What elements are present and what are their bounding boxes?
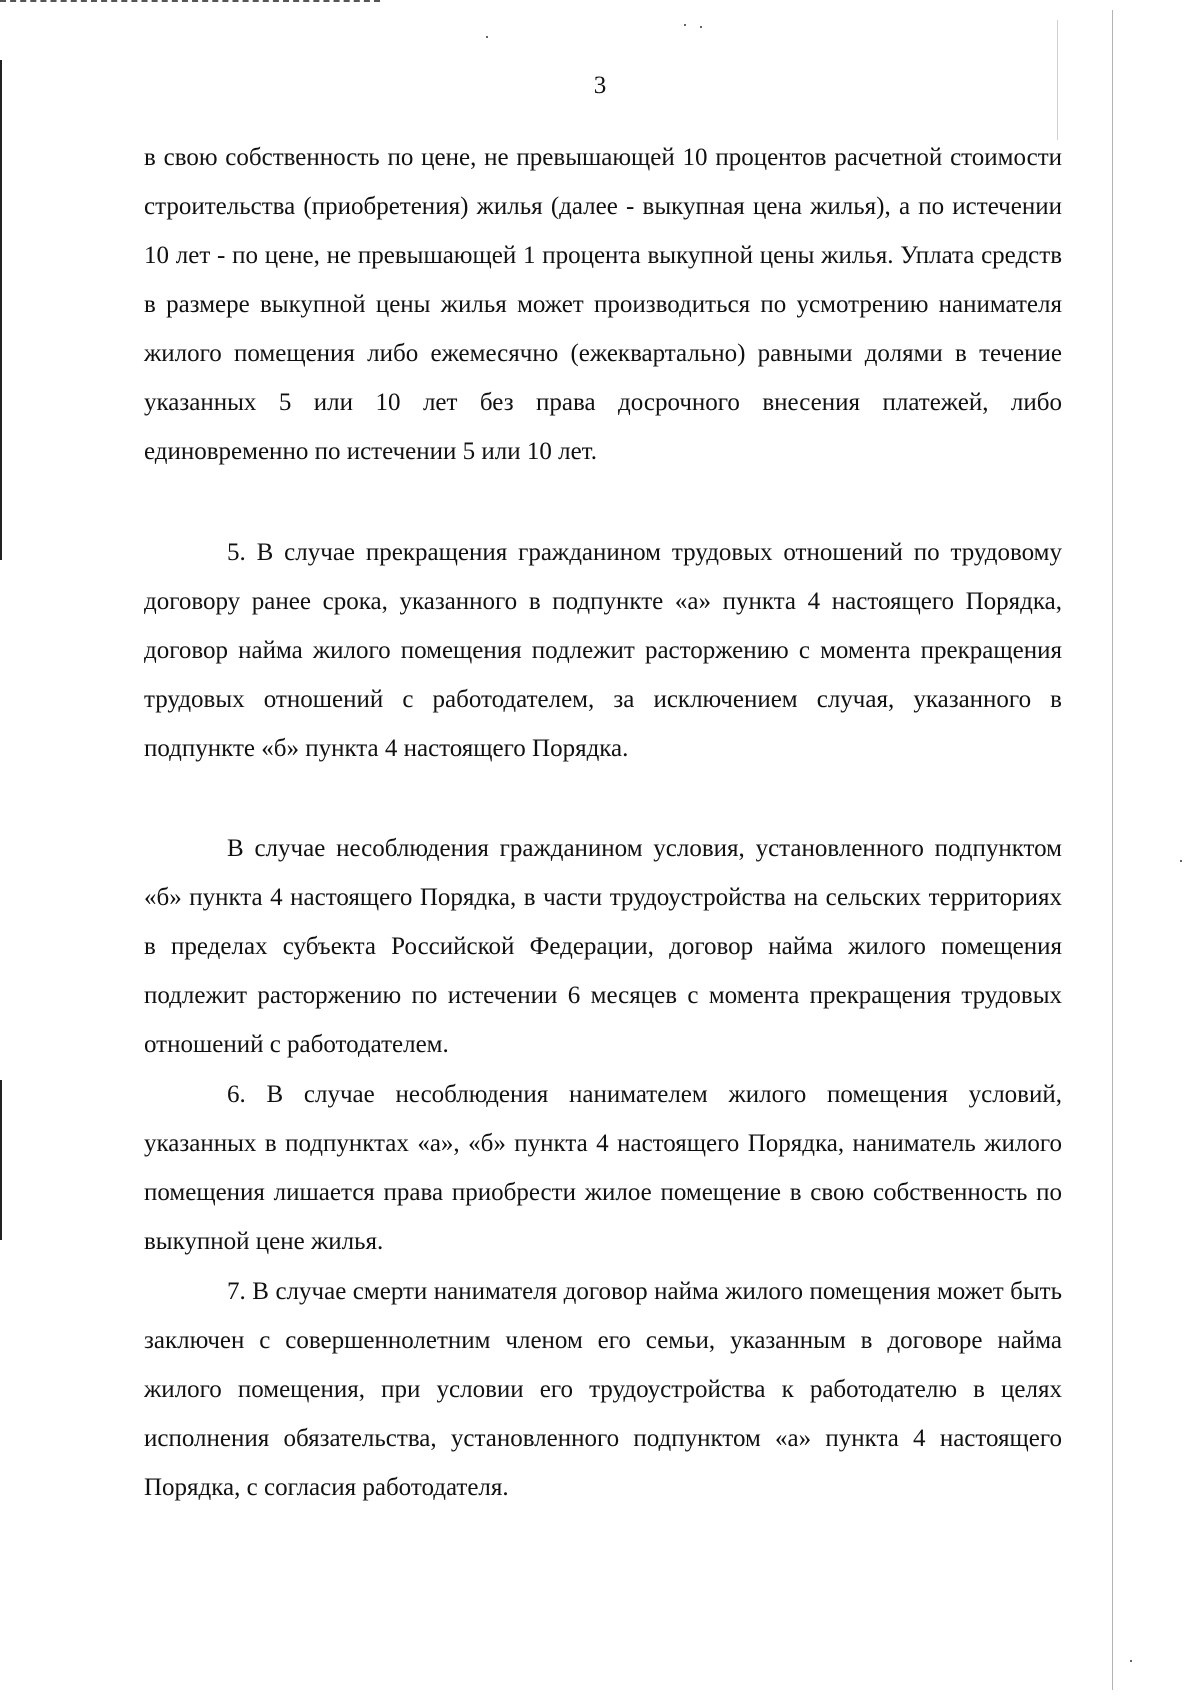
- scan-mark-right: [1057, 20, 1058, 140]
- paragraph-7: 7. В случае смерти нанимателя договор найма жилого помещения может быть заключен с совершеннолетним членом его семьи, указанным в договоре найма жилого помещения, при условии его трудоустройства к работодателю в целях исполнения обязательства, установленного подпунктом «а» пункта 4 настоящего Порядка, с согласия работодателя.: [144, 1278, 1062, 1501]
- paragraph-6: 6. В случае несоблюдения нанимателем жилого помещения условий, указанных в подпунктах «а», «б» пункта 4 настоящего Порядка, наниматель жилого помещения лишается права приобрести жилое помещение в свою собственность по выкупной цене жилья.: [144, 1081, 1062, 1255]
- scan-dot: [1130, 1660, 1132, 1662]
- scan-dot: [1180, 860, 1182, 862]
- scan-edge-left-upper: [0, 60, 2, 560]
- paragraph-continuation: в свою собственность по цене, не превышающей 10 процентов расчетной стоимости строительства (приобретения) жилья (далее - выкупная цена жилья), а по истечении 10 лет - по цене, не превышающей 1 процента выкупной цены жилья. Уплата средств в размере выкупной цены жилья может производиться по усмотрению нанимателя жилого помещения либо ежемесячно (ежеквартально) равными долями в течение указанных 5 или 10 лет без права досрочного внесения платежей, либо единовременно по истечении 5 или 10 лет.: [144, 144, 1062, 465]
- paragraph-5: 5. В случае прекращения гражданином трудовых отношений по трудовому договору ранее срока, указанного в подпункте «а» пункта 4 настоящего Порядка, договор найма жилого помещения подлежит расторжению с момента прекращения трудовых отношений с работодателем, за исключением случая, указанного в подпункте «б» пункта 4 настоящего Порядка.: [144, 539, 1062, 762]
- paragraph-5-part-2: В случае несоблюдения гражданином условия, установленного подпунктом «б» пункта 4 настоящего Порядка, в части трудоустройства на сельских территориях в пределах субъекта Российской Федерации, договор найма жилого помещения подлежит расторжению по истечении 6 месяцев с момента прекращения трудовых отношений с работодателем.: [144, 835, 1062, 1058]
- scan-dot: [684, 24, 686, 26]
- scan-dot: [486, 36, 488, 38]
- scan-dot: [700, 26, 702, 28]
- page-number: 3: [593, 72, 607, 99]
- scan-edge-right: [1112, 10, 1113, 1690]
- scan-edge-left-lower: [0, 1080, 2, 1240]
- scan-edge-top: [0, 0, 380, 5]
